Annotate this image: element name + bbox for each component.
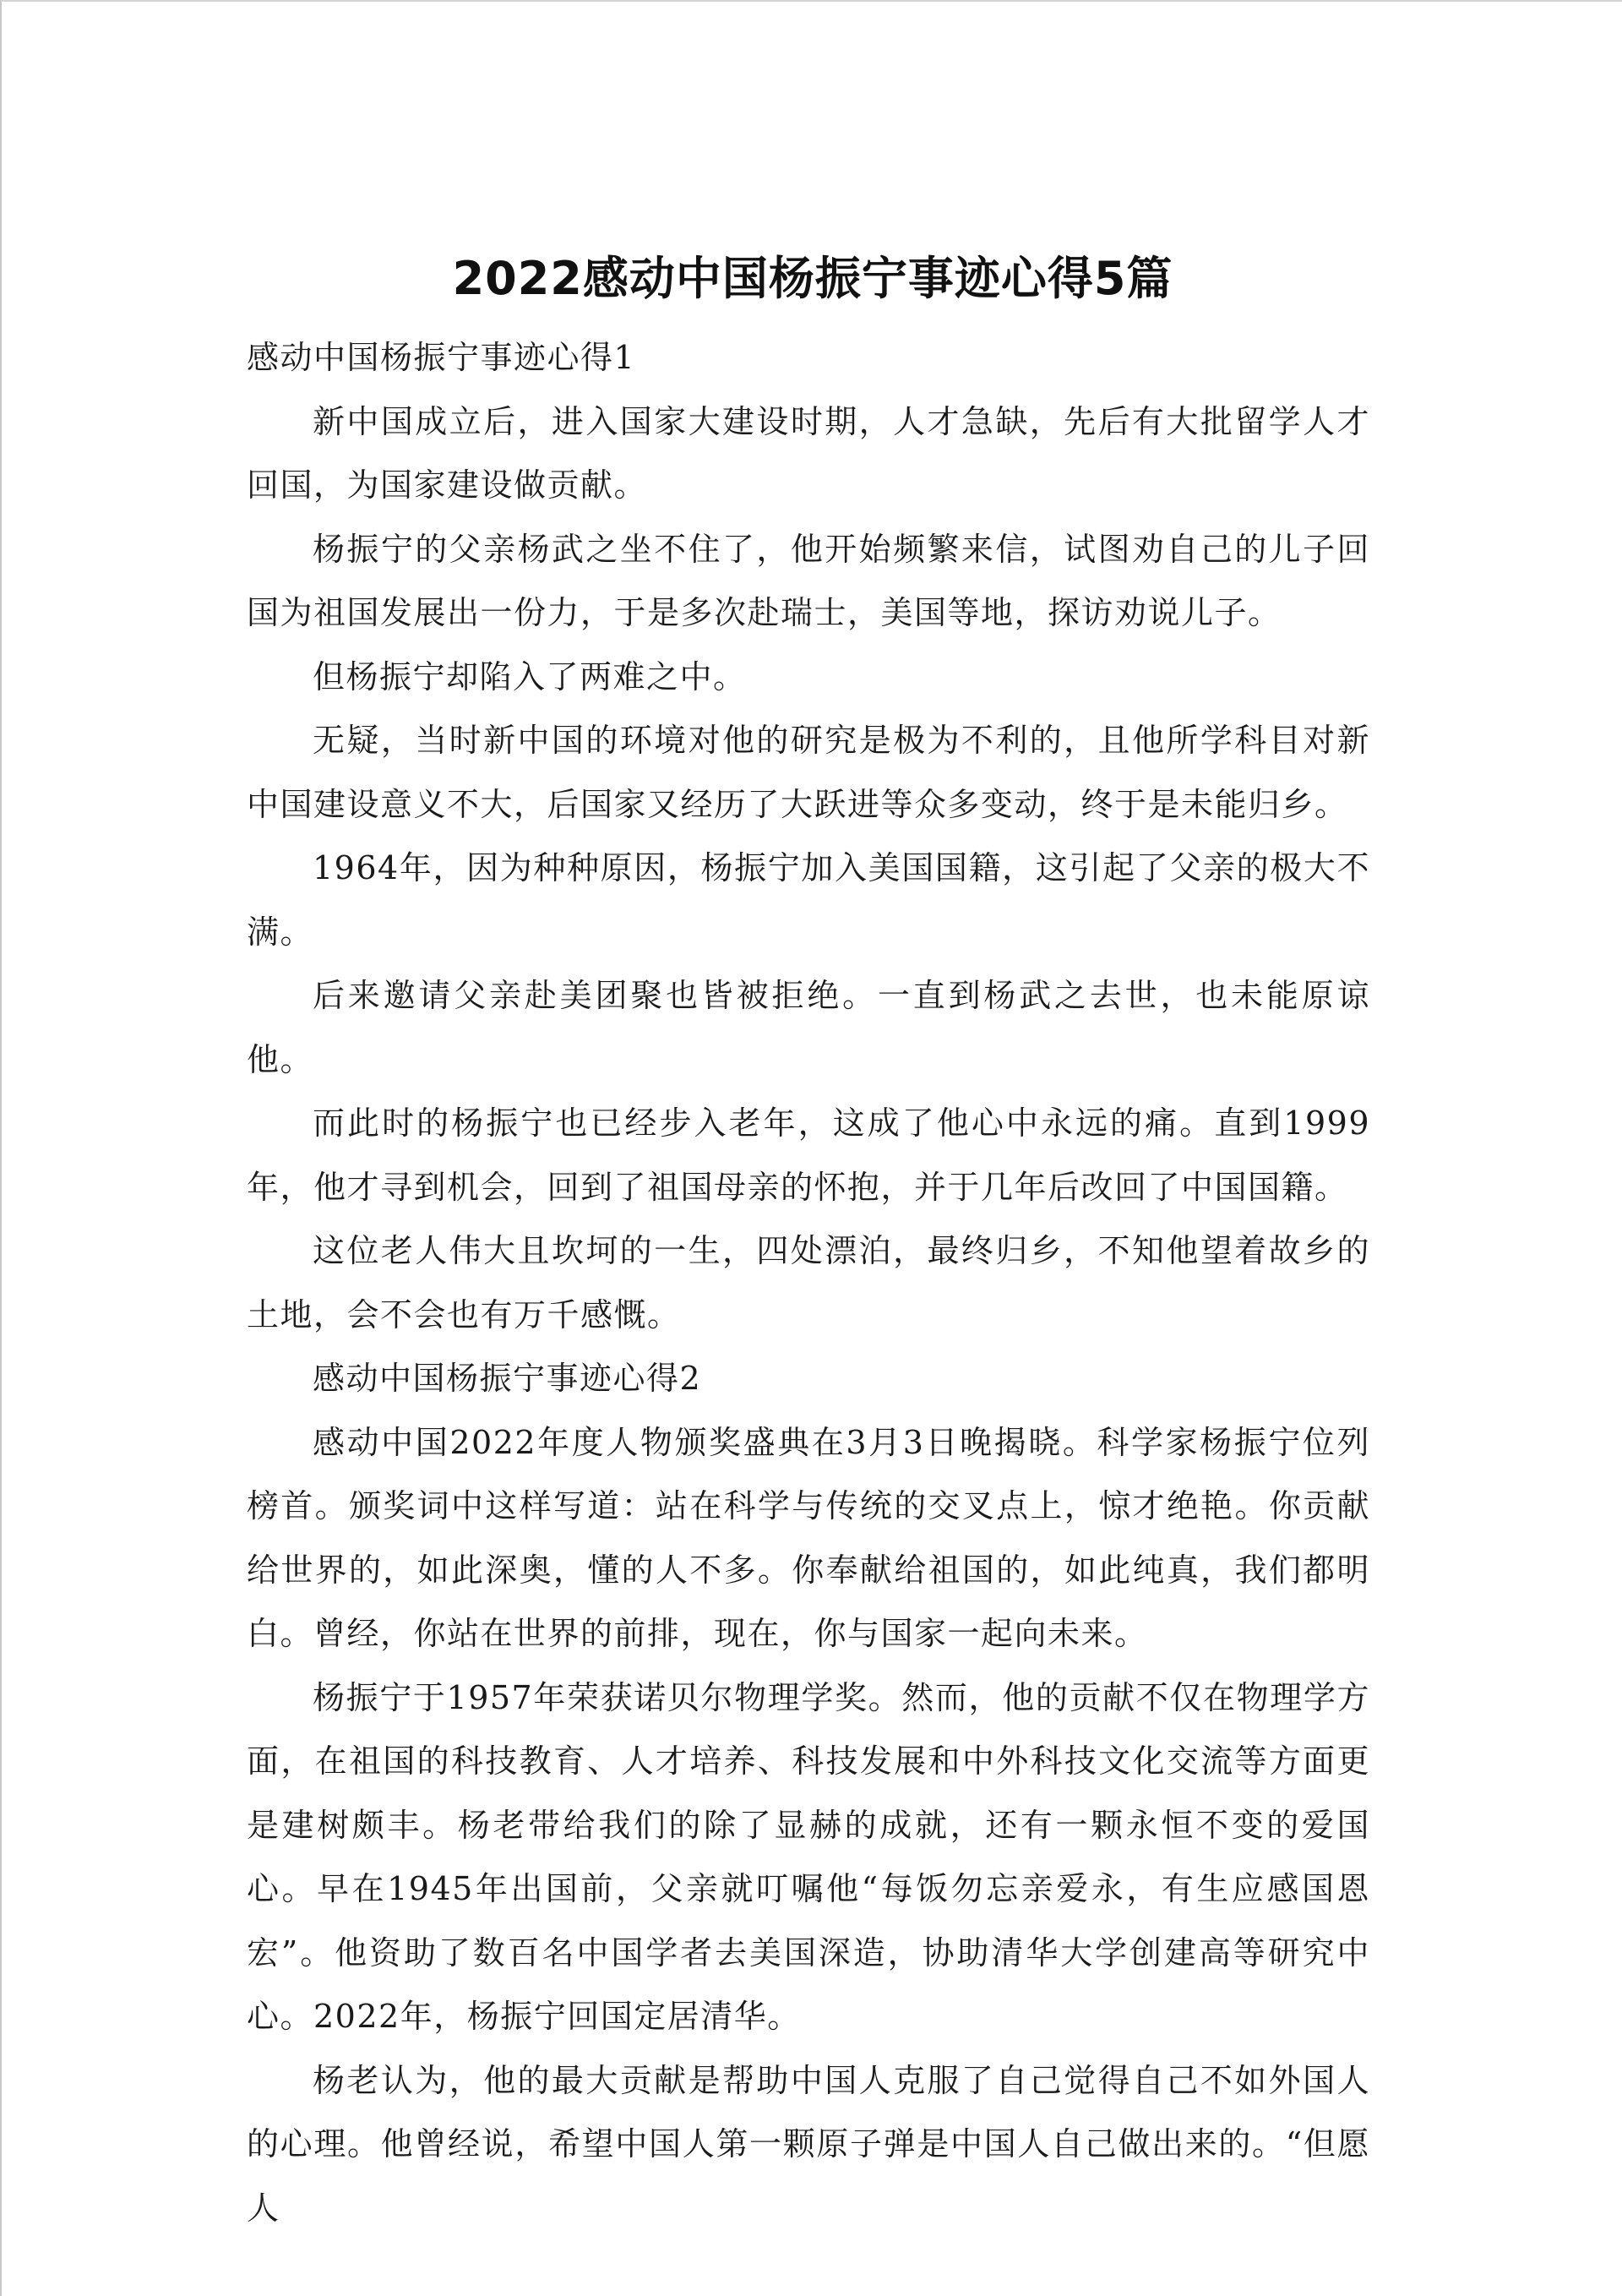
- paragraph: 后来邀请父亲赴美团聚也皆被拒绝。一直到杨武之去世，也未能原谅他。: [247, 977, 1370, 1078]
- document-title: 2022感动中国杨振宁事迹心得5篇: [452, 252, 1173, 305]
- paragraph: 但杨振宁却陷入了两难之中。: [313, 657, 747, 695]
- paragraph: 杨振宁于1957年荣获诺贝尔物理学奖。然而，他的贡献不仅在物理学方面，在祖国的科技教育、人才培养、科技发展和中外科技文化交流等方面更是建树颇丰。杨老带给我们的除了显赫的成就，还有一颗永恒不变的爱国心。早在1945年出国前，父亲就叮嘱他“每饭勿忘亲爱永，有生应感国恩宏”。他资助了数百名中国学者去美国深造，协助清华大学创建高等研究中心。2022年，杨振宁回国定居清华。: [247, 1678, 1370, 2035]
- paragraph: 感动中国2022年度人物颁奖盛典在3月3日晚揭晓。科学家杨振宁位列榜首。颁奖词中这样写道：站在科学与传统的交叉点上，惊才绝艳。你贡献给世界的，如此深奥，懂的人不多。你奉献给祖国的，如此纯真，我们都明白。曾经，你站在世界的前排，现在，你与国家一起向未来。: [247, 1423, 1370, 1652]
- section-heading: 感动中国杨振宁事迹心得1: [247, 339, 636, 376]
- paragraph: 1964年，因为种种原因，杨振宁加入美国国籍，这引起了父亲的极大不满。: [247, 849, 1370, 951]
- paragraph: 新中国成立后，进入国家大建设时期，人才急缺，先后有大批留学人才回国，为国家建设做贡献。: [247, 402, 1370, 504]
- paragraph: 而此时的杨振宁也已经步入老年，这成了他心中永远的痛。直到1999年，他才寻到机会，回到了祖国母亲的怀抱，并于几年后改回了中国国籍。: [247, 1104, 1370, 1206]
- document-body: [247, 326, 1370, 2240]
- paragraph: 无疑，当时新中国的环境对他的研究是极为不利的，且他所学科目对新中国建设意义不大，后国家又经历了大跃进等众多变动，终于是未能归乡。: [247, 722, 1370, 823]
- paragraph: 这位老人伟大且坎坷的一生，四处漂泊，最终归乡，不知他望着故乡的土地，会不会也有万千感慨。: [247, 1232, 1370, 1333]
- paragraph: 杨振宁的父亲杨武之坐不住了，他开始频繁来信，试图劝自己的儿子回国为祖国发展出一份力，于是多次赴瑞士，美国等地，探访劝说儿子。: [247, 530, 1370, 631]
- section-heading: 感动中国杨振宁事迹心得2: [313, 1360, 702, 1397]
- paragraph: 杨老认为，他的最大贡献是帮助中国人克服了自己觉得自己不如外国人的心理。他曾经说，希望中国人第一颗原子弹是中国人自己做出来的。“但愿人: [247, 2061, 1370, 2227]
